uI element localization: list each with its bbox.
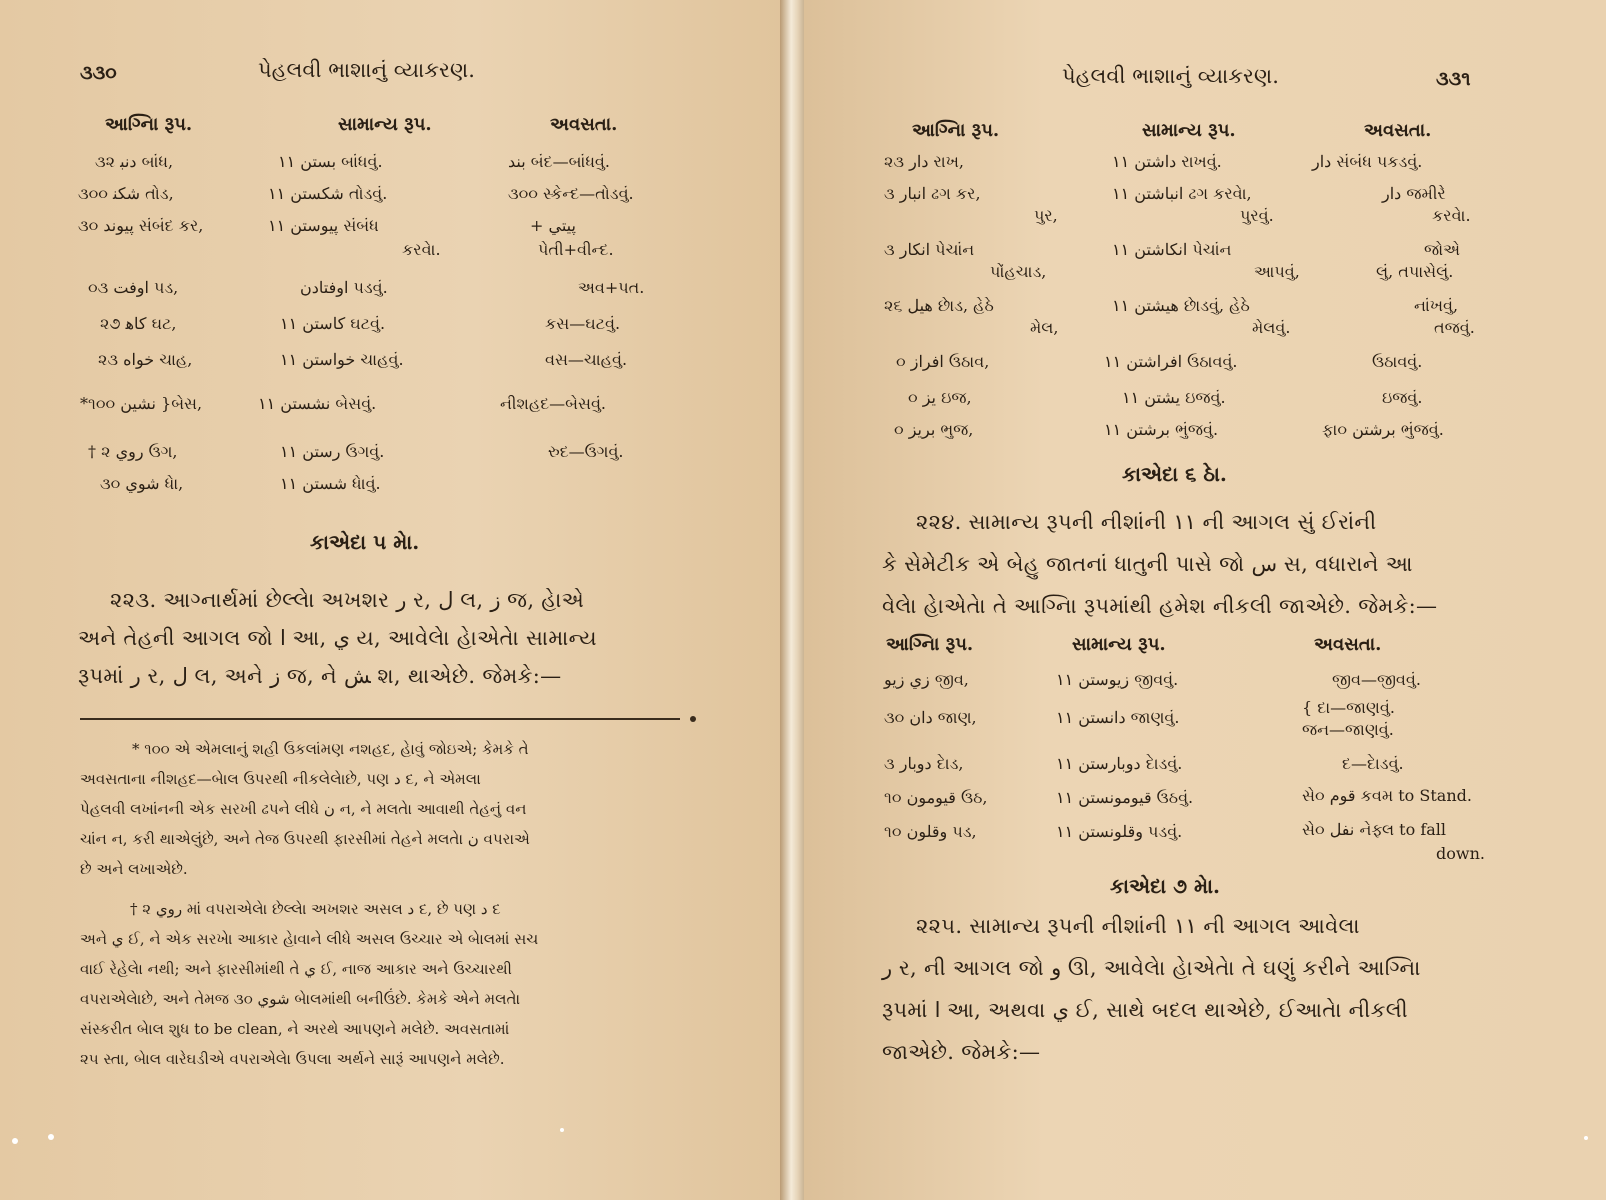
table-cell: ۱۱ ﺍﻓﺮﺍﺷﺘﻦ ઉઠાવવું. [1104,352,1238,371]
table-cell: ૩ ﺍﻧﺒﺎﺭ ઢગ કર, [884,184,981,203]
table-cell: ૨૭ ﻛﺎﻫ ઘટ, [100,314,177,333]
table-cell: ۱۱ ﺷﻜﺴﺘﻦ તોડવું. [268,184,388,203]
table-cell: ﺩﺍﺭ જમીરે [1382,184,1446,203]
paragraph-line: રૂપમાં ﺍ આ, અથવા ﻱ ઈ, સાથે બદલ થાએછે, ઈઆતેા નીકલી [882,998,1408,1022]
table-cell: ۱۱ ﺑﺮﺷﺘﻦ ભુંજવું. [1104,420,1219,439]
table-cell: ૦૩ ﺍﻭﻓﺖ પડ, [88,278,179,297]
left-page [0,0,788,1200]
table-cell: ۱۱ ﺯﻳﻮﺳﺘﻦ જીવવું. [1056,670,1179,689]
table-cell: ૧૦ ﻗﻴﻮﻣﻮﻥ ઉઠ, [884,788,988,807]
table-cell: ۱۱ ﺍﻧﺒﺎﺷﺘﻦ ઢગ કરવેા, [1112,184,1252,203]
table-cell: જીવ—જીવવું. [1332,670,1421,689]
paper-speck [48,1134,54,1140]
footnote-line: વપરાએલેાછે, અને તેમજ ૩૦ ﺷﻮﻱ બેાલમાંથી બનીઉંછે. કેમકે એને મલતેા [80,990,521,1008]
table-cell: ૩૦૦ ﺷﻜﻨ તોડ, [78,184,174,203]
table-cell: ۱۱ ﻫﻴﺸﺘﻦ છેાડવું, હેઠે [1112,296,1250,315]
table-cell: ۱۱ ﻧﺸﺴﺘﻦ બેસવું. [258,394,377,413]
table-cell: મેલવું. [1252,318,1291,337]
table-cell: રુદ—ઉગવું. [548,442,624,461]
table-cell: વસ—ચાહવું. [545,350,628,369]
table-cell: ﺍﻭﻓﺘﺎﺩﻥ પડવું. [300,278,388,297]
table-cell: નીશહદ—બેસવું. [500,394,607,413]
table-cell: ﺑﻨﺪ બંદ—બાંધવું. [508,152,610,171]
table-cell: ઇજવું. [1382,388,1423,407]
table-cell: ۱۱ ﺍﻧﻜﺎﺷﺘﻦ પેચાંન [1112,240,1232,259]
table-cell: down. [1436,844,1485,863]
table-cell: ۱۱ ﻗﻴﻮﻣﻮﻧﺴﺘﻦ ઉઠવું. [1056,788,1194,807]
table-cell: ﺯﻱ ﺯﻳﻮ જીવ, [884,670,969,689]
table-cell: સે૦ ﻗﻮﻡ કવમ to Stand. [1302,786,1472,805]
footnote-line: * ૧૦૦ એ એમલાનું શહી ઉકલાંમણ નશહદ, હેાવું જોઇએ; કેમકે તે [132,740,529,758]
table-cell: ۱۱ ﺩﺍﺷﺘﻦ રાખવું. [1112,152,1222,171]
footnote-line: અને ﻱ ઈ, ને એક સરખેા આકાર હેાવાને લીધે અસલ ઉચ્ચાર એ બેાલમાં સચ [80,930,539,948]
rule-heading: કાએદા ૫ મેા. [310,530,420,554]
table-cell: ૨૬ ﻫﻴﻞ છેાડ, હેઠે [884,296,994,315]
running-head: પેહલવી ભાશાનું વ્યાકરણ. [1062,64,1279,88]
table-cell: ૩૨ ﺩﻧﺒ બાંધ, [95,152,174,171]
table-cell: ૩૦ ﭘﻴﻮﻧﺪ સંબંદ કર, [78,216,204,235]
footnote-line: પેહલવી લખાંનની એક સરખી ઢપને લીધે ﻥ ન, ને મલતેા આવાથી તેહનું વન [80,800,527,818]
table-cell: ۱۱ ﻛﺎﺳﺘﻦ ઘટવું. [280,314,386,333]
table-cell: આપવું, [1254,262,1300,281]
paragraph-line: ૨૨૪. સામાન્ય રૂપની નીશાંની ۱۱ ની આગલ સું ઈરાંની [916,510,1377,534]
table-cell: પોંહચાડ, [990,262,1047,281]
footnote-divider [80,718,680,720]
col-head-infinitive: સામાન્ય રૂપ. [338,114,432,135]
right-page [804,0,1606,1200]
col-head-imperative: આગ્નિા રૂપ. [886,634,974,655]
table-cell: † ૨ ﺭﻭﻱ ઉગ, [88,442,178,461]
table-cell: ۱۱ ﺑﺴﺘﻦ બાંધવું. [278,152,383,171]
table-cell: ફા૦ ﺑﺮﺷﺘﻦ ભુંજવું. [1322,420,1444,439]
paragraph-line: અને તેહની આગલ જો ﺍ આ, ﻱ ય, આવેલેા હેાએતેા સામાન્ય [78,626,597,650]
paragraph-line: જાએછે. જેમકે:— [882,1040,1041,1064]
footnote-line: છે અને લખાએછે. [80,860,188,878]
table-cell: ૩૦ ﺷﻮﻱ ધેા, [100,474,184,493]
table-cell: પેતી+વીન્દ. [538,240,614,259]
col-head-avesta: અવસતા. [550,114,618,135]
table-cell: ۱۱ ﺧﻮﺍﺳﺘﻦ ચાહવું. [280,350,404,369]
table-cell: દ—દેાડવું. [1342,754,1404,773]
table-cell: જોએ [1424,240,1461,259]
table-cell: કરવેા. [1432,206,1471,225]
running-head: પેહલવી ભાશાનું વ્યાકરણ. [258,58,475,82]
paragraph-line: ﺭ ર, ની આગલ જો ﻭ ઊ, આવેલેા હેાએતેા તે ઘણું કરીને આગ્નિા [882,956,1421,980]
table-cell: ﺩﺍﺭ સંબંધ પકડવું. [1312,152,1423,171]
footnote-line: † ૨ ﺭﻭﻱ માં વપરાએલેા છેલ્લેા અખશર અસલ ﺩ દ, છે પણ ﺩ દ [130,900,501,918]
ink-dot [690,716,696,722]
table-cell: ۱۱ ﺭﺳﺘﻦ ઉગવું. [280,442,385,461]
table-cell: કસ—ઘટવું. [545,314,621,333]
col-head-avesta: અવસતા. [1314,634,1382,655]
table-cell: ૨૩ ﺧﻮﺍﻩ ચાહ, [98,350,193,369]
footnote-line: અવસતાના નીશહદ—બેાલ ઉપરથી નીકલેલેાછે, પણ ﺩ દ, ને એમલા [80,770,481,788]
paper-speck [1584,1136,1588,1140]
footnote-line: ચાંન ન, કરી થાએલુંછે, અને તેજ ઉપરથી ફારસીમાં તેહને મલતેા ﻥ વપરાએ [80,830,530,848]
col-head-avesta: અવસતા. [1364,120,1432,141]
table-cell: ۱۱ ﺩﺍﻧﺴﺘﻦ જાણવું. [1056,708,1180,727]
footnote-line: ૨૫ સ્તા, બેાલ વારેઘડીએ વપરાએલેા ઉપલા અર્થને સારૂં આપણને મલેછે. [80,1050,505,1068]
table-cell: + ﭘﻴﺘﻲ [530,216,576,235]
table-cell: ૦ ﻳﺰ ઇજ, [908,388,972,407]
table-cell: લું, તપાસેલું. [1376,262,1454,281]
paragraph-line: કે સેમેટીક એ બેહુ જાતનાં ધાતુની પાસે જો ﺱ સ, વધારાને આ [882,552,1413,576]
table-cell: ૩૦૦ સ્કેન્દ—તોડવું. [508,184,634,203]
table-cell: ۱۱ ﺷﺴﺘﻦ ધેાવું. [280,474,381,493]
table-cell: પુરવું. [1240,206,1274,225]
table-cell: ૩ ﺩﻭﺑﺎﺭ દેાડ, [884,754,964,773]
table-cell: ۱۱ ﻭﻗﻠﻮﻧﺴﺘﻦ પડવું. [1056,822,1183,841]
table-cell: નાંખવું, [1414,296,1459,315]
table-cell: મેલ, [1030,318,1059,337]
table-cell: અવ+પત. [578,278,645,297]
rule-heading: કાએદા ૭ મેા. [1110,874,1221,898]
col-head-infinitive: સામાન્ય રૂપ. [1142,120,1236,141]
paragraph-line: રૂપમાં ﺭ ર, ﻝ લ, અને ﺯ જ, ને ﺶ શ, થાએછે. જેમકે:— [78,664,562,688]
col-head-imperative: આગ્નિા રૂપ. [105,114,193,135]
table-cell: સે૦ ﻧﻔﻞ નેફ્લ to fall [1302,820,1447,839]
table-cell: *૧૦૦ ﻧﺸﻴﻦ }બેસ, [80,394,203,413]
table-cell: પુર, [1034,206,1058,225]
page-number: ૩૩૧ [1436,68,1471,90]
paper-speck [560,1128,564,1132]
table-cell: ૩ ﺍﻧﻜﺎﺭ પેચાંન [884,240,975,259]
table-cell: ૦ ﺍﻓﺮﺍﺯ ઉઠાવ, [896,352,990,371]
footnote-line: સંસ્કરીત બેાલ શુધ to be clean, ને અરથે આપણને મલેછે. અવસતામાં [80,1020,510,1038]
paragraph-line: ૨૨૩. આગ્નાર્થમાં છેલ્લેા અખશર ﺭ ર, ﻝ લ, ﺯ જ, હેાએ [110,588,585,612]
footnote-line: વાઈ રેહેલેા નથી; અને ફારસીમાંથી તે ﻱ ઈ, નાજ આકાર અને ઉચ્ચારથી [80,960,512,978]
rule-heading: કાએદા ૬ ઠેા. [1122,462,1227,486]
table-cell: ۱۱ ﺩﻭﺑﺎﺭﺳﺘﻦ દેાડવું. [1056,754,1183,773]
table-cell: ઉઠાવવું. [1372,352,1423,371]
table-cell: જન—જાણવું. [1302,720,1394,739]
table-cell: ૧૦ ﻭﻗﻠﻮﻥ પડ, [884,822,977,841]
table-cell: કરવેા. [402,240,441,259]
table-cell: ૨૩ ﺩﺍﺭ રાખ, [884,152,964,171]
col-head-infinitive: સામાન્ય રૂપ. [1072,634,1166,655]
page-number: ૩૩૦ [80,62,117,84]
table-cell: તજવું. [1434,318,1475,337]
paragraph-line: વેલેા હેાએતેા તે આગ્નિા રૂપમાંથી હમેશ નીકલી જાએછે. જેમકે:— [882,594,1438,618]
table-cell: ۱۱ ﻳﺸﺘﻦ ઇજવું. [1122,388,1226,407]
paragraph-line: ૨૨૫. સામાન્ય રૂપની નીશાંની ۱۱ ની આગલ આવેલા [916,914,1360,938]
col-head-imperative: આગ્નિા રૂપ. [912,120,1000,141]
table-cell: ۱۱ ﭘﻴﻮﺳﺘﻦ સંબંધ [268,216,379,235]
table-cell: ૩૦ ﺩﺍﻥ જાણ, [884,708,977,727]
table-cell: ૦ ﺑﺮﻳﺰ ભુજ, [894,420,974,439]
paper-speck [12,1138,18,1144]
table-cell: { દા—જાણવું. [1302,698,1395,717]
